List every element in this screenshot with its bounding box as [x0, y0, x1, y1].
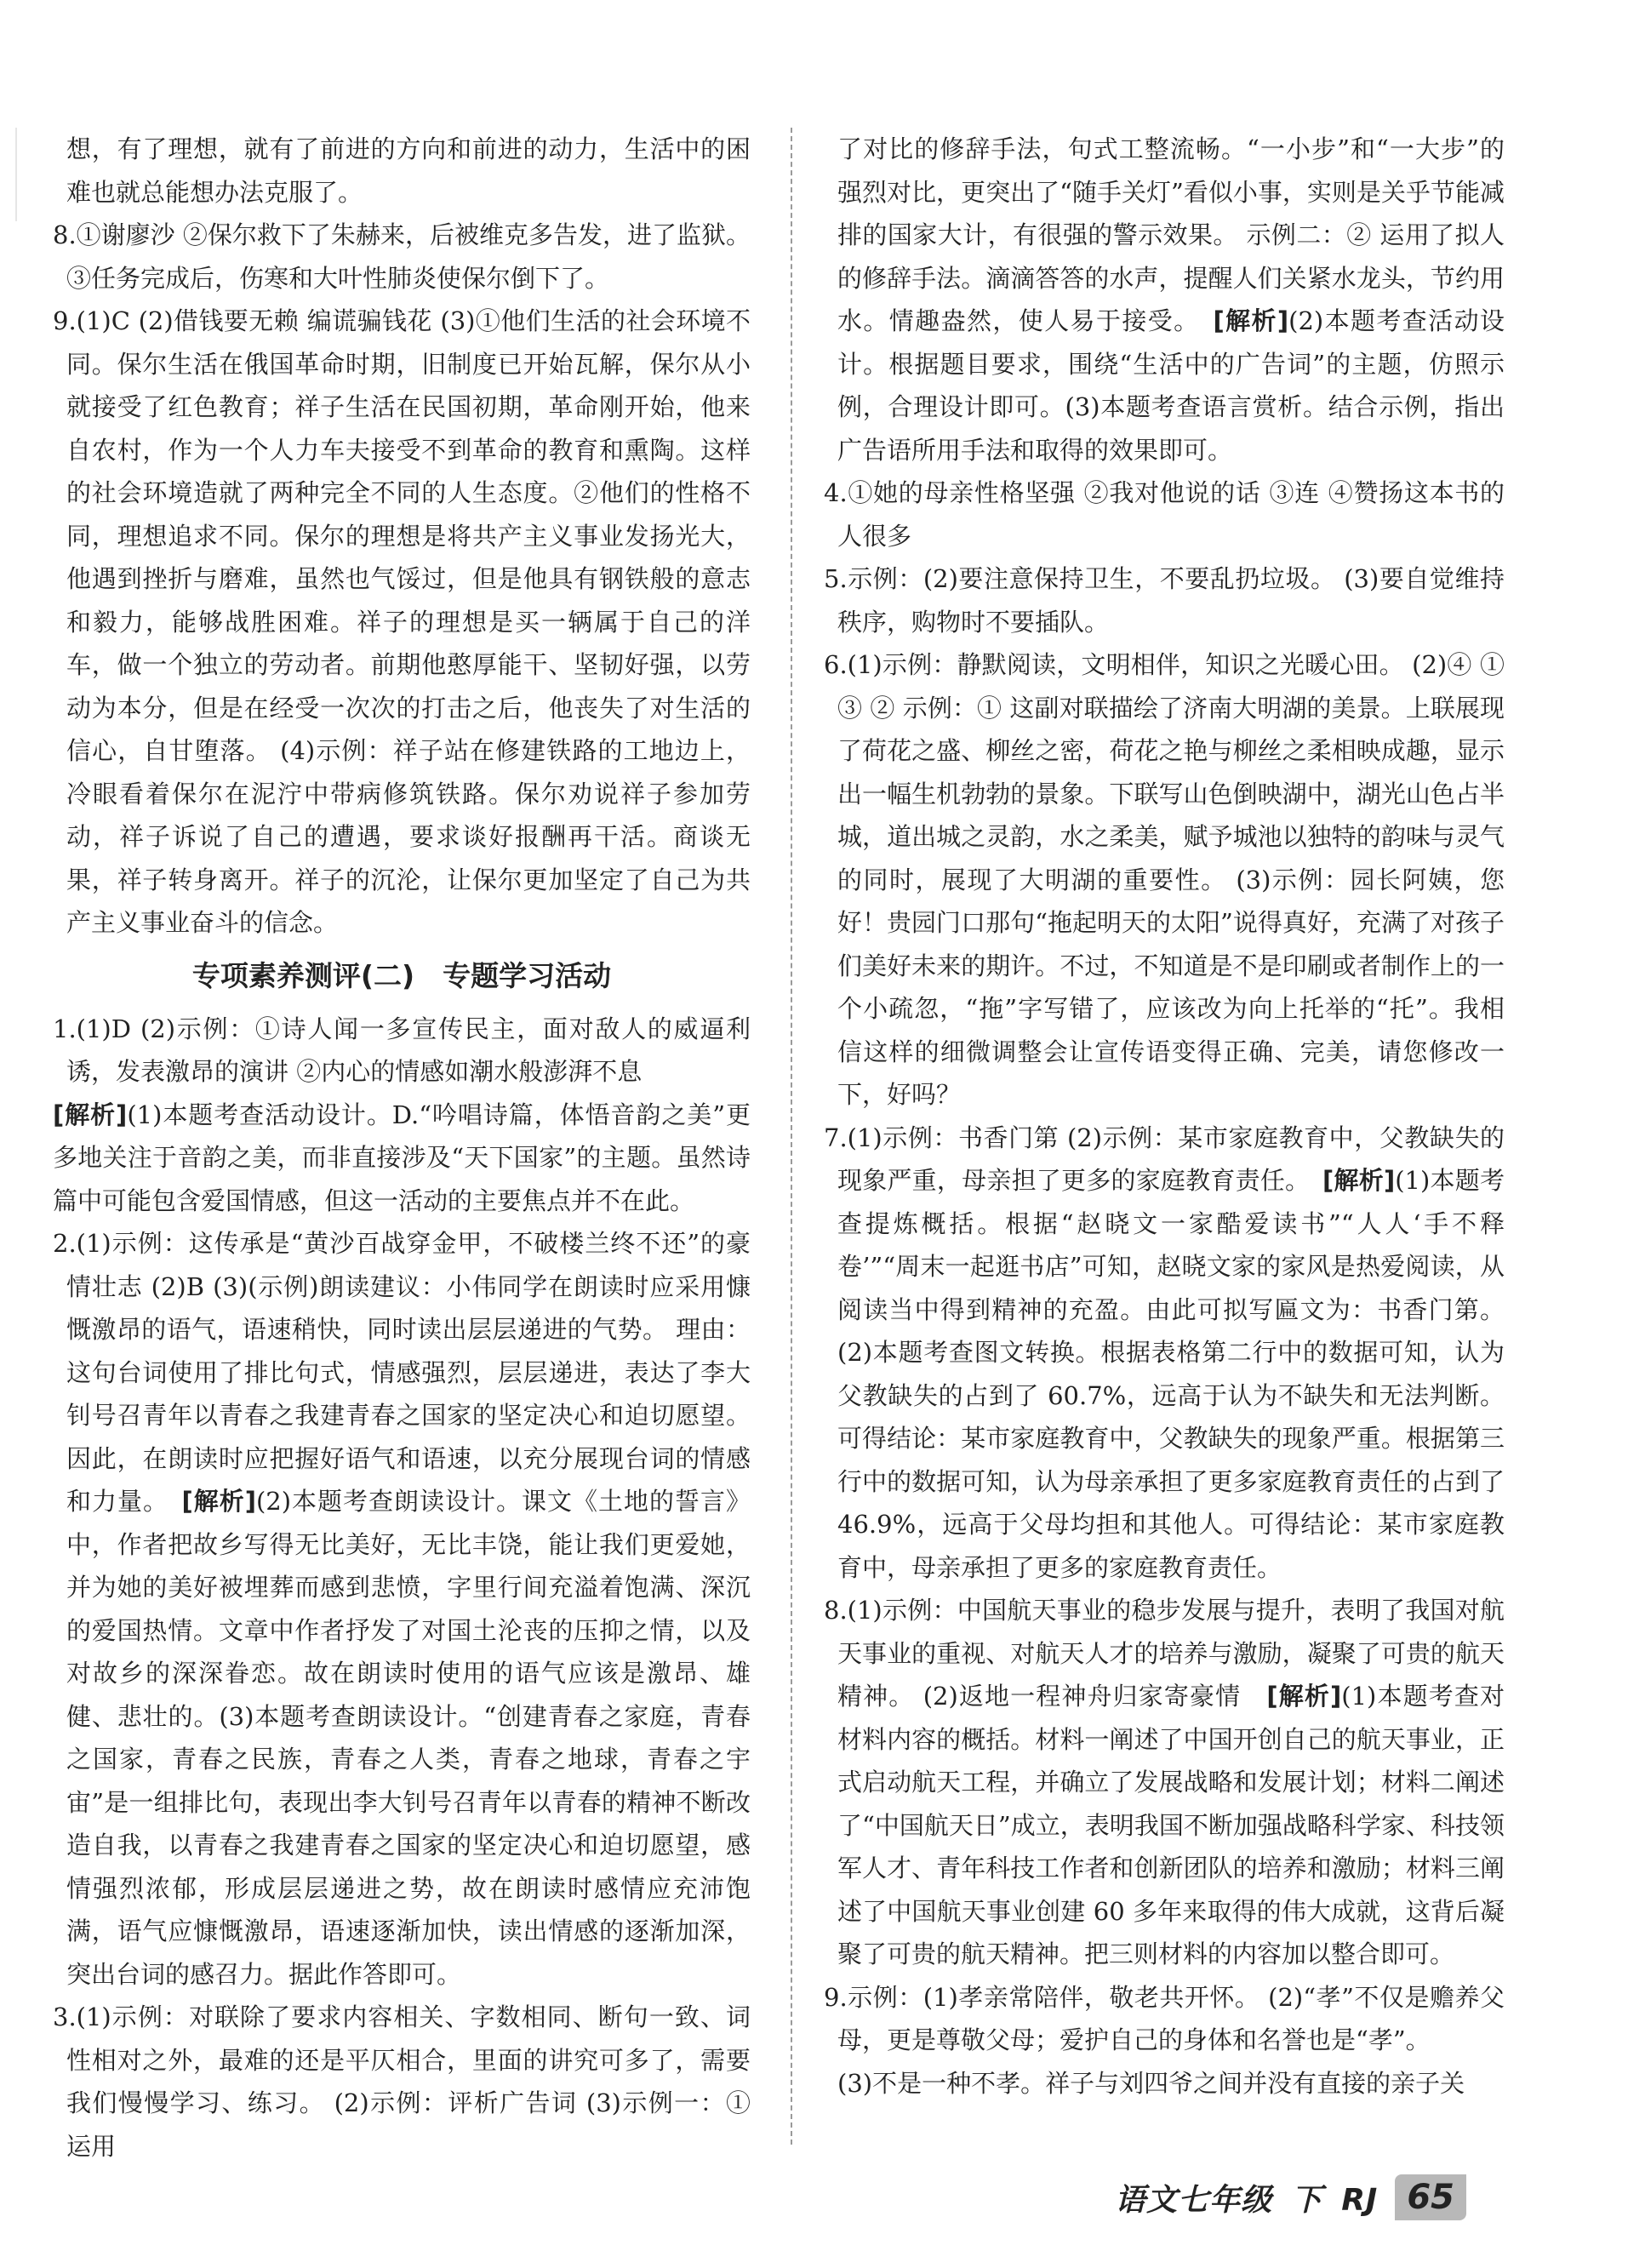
answer-9: 9.(1)C (2)借钱要无赖 编谎骗钱花 (3)①他们生活的社会环境不同。保尔生活在俄国革命时期，旧制度已开始瓦解，保尔从小就接受了红色教育；祥子生活在民国初期，革命刚开始，他来自农村，作为一个人力车夫接受不到革命的教育和熏陶。这样的社会环境造就了两种完全不同的人生态度。②他们的性格不同，理想追求不同。保尔的理想是将共产主义事业发扬光大，他遇到挫折与磨难，虽然也气馁过，但是他具有钢铁般的意志和毅力，能够战胜困难。祥子的理想是买一辆属于自己的洋车，做一个独立的劳动者。前期他憨厚能干、坚韧好强，以劳动为本分，但是在经受一次次的打击之后，他丧失了对生活的信心，自甘堕落。 (4)示例：祥子站在修建铁路的工地边上，冷眼看着保尔在泥泞中带病修筑铁路。保尔劝说祥子参加劳动，祥子诉说了自己的遭遇，要求谈好报酬再干活。商谈无果，祥子转身离开。祥子的沉沦，让保尔更加坚定了自己为共产主义事业奋斗的信念。: [53, 306, 751, 937]
analysis-text: (2)本题考查朗读设计。课文《土地的誓言》中，作者把故乡写得无比美好，无比丰饶，能让我们更爱她，并为她的美好被埋葬而感到悲愤，字里行间充溢着饱满、深沉的爱国热情。文章中作者抒发了对国土沦丧的压抑之情，以及对故乡的深深眷恋。故在朗读时使用的语气应该是激昂、雄健、悲壮的。(3)本题考查朗读设计。“创建青春之家庭，青春之国家，青春之民族，青春之人类，青春之地球，青春之宇宙”是一组排比句，表现出李大钊号召青年以青春的精神不断改造自我，以青春之我建青春之国家的坚定决心和迫切愿望，感情强烈浓郁，形成层层递进之势，故在朗读时感情应充沛饱满，语气应慷慨激昂，语速逐渐加快，读出情感的逐渐加深，突出台词的感召力。据此作答即可。: [66, 1487, 751, 1989]
analysis-tag: [解析]: [1322, 1166, 1396, 1195]
page-edge-mark: [15, 128, 17, 221]
answer-text: 了对比的修辞手法，句式工整流畅。“一小步”和“一大步”的强烈对比，更突出了“随手关灯”看似小事，实则是关乎节能减排的国家大计，有很强的警示效果。 示例二：② 运用了拟人的修辞手法。滴滴答答的水声，提醒人们关紧水龙头，节约用水。情趣盎然，使人易于接受。: [837, 134, 1505, 335]
right-column: [824, 128, 1505, 2105]
answer-8: 8.①谢廖沙 ②保尔救下了朱赫来，后被维克多告发，进了监狱。③任务完成后，伤寒和大叶性肺炎使保尔倒下了。: [53, 220, 751, 293]
answer-text: 8.(1)示例：中国航天事业的稳步发展与提升，表明了我国对航天事业的重视、对航天人才的培养与激励，凝聚了可贵的航天精神。 (2)返地一程神舟归家寄豪情: [824, 1596, 1505, 1711]
analysis-tag: [解析]: [1213, 306, 1289, 335]
analysis-text: (2)本题考查活动设计。根据题目要求，围绕“生活中的广告词”的主题，仿照示例，合理设计即可。(3)本题考查语言赏析。结合示例，指出广告语所用手法和取得的效果即可。: [837, 306, 1505, 465]
analysis-tag: [解析]: [53, 1100, 128, 1129]
column-divider: [791, 128, 792, 2145]
answer-6: 6.(1)示例：静默阅读，文明相伴，知识之光暖心田。 (2)④ ① ③ ② 示例：① 这副对联描绘了济南大明湖的美景。上联展现了荷花之盛、柳丝之密，荷花之艳与柳丝之柔相映成趣，显示出一幅生机勃勃的景象。下联写山色倒映湖中，湖光山色占半城，道出城之灵韵，水之柔美，赋予城池以独特的韵味与灵气的同时，展现了大明湖的重要性。 (3)示例：园长阿姨，您好！贵园门口那句“拖起明天的太阳”说得真好，充满了对孩子们美好未来的期许。不过，不知道是不是印刷或者制作上的一个小疏忽，“拖”字写错了，应该改为向上托举的“托”。我相信这样的细微调整会让宣传语变得正确、完美，请您修改一下，好吗？: [824, 650, 1505, 1109]
footer-subject: 语文七年级: [1115, 2182, 1273, 2218]
answer-9-right: 9.示例：(1)孝亲常陪伴，敬老共开怀。 (2)“孝”不仅是赡养父母，更是尊敬父母；爱护自己的身体和名誉也是“孝”。: [824, 1982, 1505, 2054]
answer-5: 5.示例：(2)要注意保持卫生，不要乱扔垃圾。 (3)要自觉维持秩序，购物时不要插队。: [824, 564, 1505, 637]
answer-7: [824, 1117, 1505, 1590]
answer-text: 7.(1)示例：书香门第 (2)示例：某市家庭教育中，父教缺失的现象严重，母亲担了更多的家庭教育责任。: [824, 1123, 1505, 1195]
footer-edition: RJ: [1341, 2182, 1379, 2218]
section-answer-1-analysis: [53, 1094, 751, 1223]
answer-8-right: [824, 1589, 1505, 1976]
answer-text: 2.(1)示例：这传承是“黄沙百战穿金甲，不破楼兰终不还”的豪情壮志 (2)B (3)(示例)朗读建议：小伟同学在朗读时应采用慷慨激昂的语气，语速稍快，同时读出层层递进的气势。 理由：这句台词使用了排比句式，情感强烈，层层递进，表达了李大钊号召青年以青春之我建青春之国家的坚定决心和迫切愿望。因此，在朗读时应把握好语气和语速，以充分展现台词的情感和力量。: [53, 1229, 751, 1516]
analysis-tag: [解析]: [1266, 1682, 1342, 1711]
footer-label: [1115, 2176, 1378, 2219]
section-title: 专项素养测评(二) 专题学习活动: [191, 958, 612, 992]
answer-3-continuation: [824, 128, 1505, 471]
section-answer-1: 1.(1)D (2)示例：①诗人闻一多宣传民主，面对敌人的威逼利诱，发表激昂的演讲 ②内心的情感如潮水般澎湃不息: [53, 1014, 751, 1086]
section-answer-3: 3.(1)示例：对联除了要求内容相关、字数相同、断句一致、词性相对之外，最难的还是平仄相合，里面的讲究可多了，需要我们慢慢学习、练习。 (2)示例：评析广告词 (3)示例一：① 运用: [53, 2002, 751, 2161]
analysis-text: (1)本题考查提炼概括。根据“赵晓文一家酷爱读书”“人人‘手不释卷’”“周末一起逛书店”可知，赵晓文家的家风是热爱阅读，从阅读当中得到精神的充盈。由此可拟写匾文为：书香门第。(2)本题考查图文转换。根据表格第二行中的数据可知，认为父教缺失的占到了 60.7%，远高于认为不缺失和无法判断。可得结论：某市家庭教育中，父教缺失的现象严重。根据第三行中的数据可知，认为母亲承担了更多家庭教育责任的占到了 46.9%，远高于父母均担和其他人。可得结论：某市家庭教育中，母亲承担了更多的家庭教育责任。: [837, 1166, 1505, 1582]
answer-continuation: 想，有了理想，就有了前进的方向和前进的动力，生活中的困难也就总能想办法克服了。: [66, 134, 751, 207]
left-column: [53, 128, 751, 2168]
section-answer-2: [53, 1222, 751, 1996]
footer-term: 下: [1291, 2182, 1323, 2218]
answer-4: 4.①她的母亲性格坚强 ②我对他说的话 ③连 ④赞扬这本书的人很多: [824, 478, 1505, 551]
page-footer: [1115, 2174, 1466, 2220]
analysis-tag: [解析]: [181, 1487, 256, 1516]
analysis-text: (1)本题考查活动设计。D.“吟唱诗篇，体悟音韵之美”更多地关注于音韵之美，而非直接涉及“天下国家”的主题。虽然诗篇中可能包含爱国情感，但这一活动的主要焦点并不在此。: [53, 1100, 751, 1215]
analysis-text: (1)本题考查对材料内容的概括。材料一阐述了中国开创自己的航天事业，正式启动航天工程，并确立了发展战略和发展计划；材料二阐述了“中国航天日”成立，表明我国不断加强战略科学家、科技领军人才、青年科技工作者和创新团队的培养和激励；材料三阐述了中国航天事业创建 60 多年来取得的伟大成就，这背后凝聚了可贵的航天精神。把三则材料的内容加以整合即可。: [837, 1682, 1505, 1968]
answer-9-part3: (3)不是一种不孝。祥子与刘四爷之间并没有直接的亲子关: [837, 2068, 1465, 2098]
page-number: 65: [1395, 2174, 1466, 2220]
